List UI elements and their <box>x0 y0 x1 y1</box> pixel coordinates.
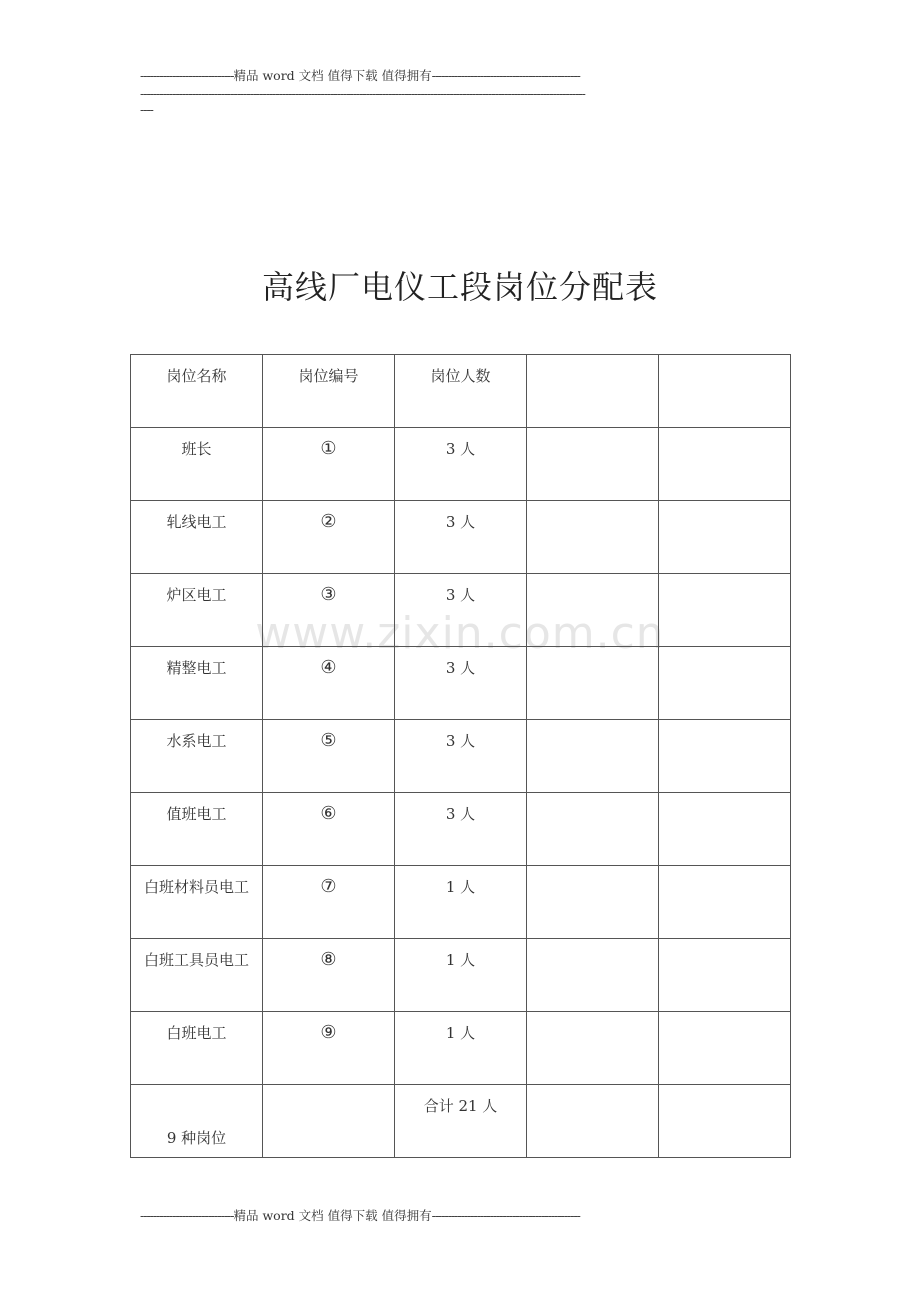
post-count-cell: 1 人 <box>395 939 527 1012</box>
post-number-cell: ⑧ <box>263 939 395 1012</box>
footer-dashes-right: ---------------------------------------------- <box>431 1208 580 1223</box>
empty-cell <box>659 647 791 720</box>
table-row <box>131 428 791 501</box>
empty-cell <box>659 866 791 939</box>
table-total-row <box>131 1085 791 1158</box>
empty-cell <box>527 939 659 1012</box>
post-count-cell: 1 人 <box>395 866 527 939</box>
header-cell-name: 岗位名称 <box>131 355 263 428</box>
post-name-cell: 水系电工 <box>131 720 263 793</box>
post-number-cell: ④ <box>263 647 395 720</box>
post-number-cell: ③ <box>263 574 395 647</box>
empty-cell <box>527 1085 659 1158</box>
table-header-row <box>131 355 791 428</box>
empty-cell <box>527 428 659 501</box>
post-number-cell: ⑨ <box>263 1012 395 1085</box>
empty-cell <box>527 501 659 574</box>
empty-cell <box>659 501 791 574</box>
total-count-cell: 合计 21 人 <box>395 1085 527 1158</box>
empty-cell <box>659 793 791 866</box>
header-cell-blank <box>659 355 791 428</box>
empty-cell <box>659 1085 791 1158</box>
empty-cell <box>659 1012 791 1085</box>
total-kinds-cell: 9 种岗位 <box>131 1085 263 1158</box>
post-name-cell: 白班工具员电工 <box>131 939 263 1012</box>
empty-cell <box>527 720 659 793</box>
post-count-cell: 1 人 <box>395 1012 527 1085</box>
empty-cell <box>527 866 659 939</box>
empty-cell <box>659 574 791 647</box>
post-name-cell: 精整电工 <box>131 647 263 720</box>
post-count-cell: 3 人 <box>395 720 527 793</box>
post-name-cell: 炉区电工 <box>131 574 263 647</box>
post-name-cell: 班长 <box>131 428 263 501</box>
post-count-cell: 3 人 <box>395 574 527 647</box>
post-number-cell: ⑤ <box>263 720 395 793</box>
post-name-cell: 轧线电工 <box>131 501 263 574</box>
empty-cell <box>527 793 659 866</box>
table-row <box>131 1012 791 1085</box>
header-dashes-right: ---------------------------------------------- <box>431 68 580 83</box>
empty-cell <box>527 1012 659 1085</box>
table-row <box>131 647 791 720</box>
page-header <box>140 68 580 84</box>
header-cell-count: 岗位人数 <box>395 355 527 428</box>
footer-dashes-left: ----------------------------- <box>140 1208 234 1223</box>
post-count-cell: 3 人 <box>395 428 527 501</box>
table-row <box>131 574 791 647</box>
table-row <box>131 866 791 939</box>
header-rule-tail: ---- <box>140 102 153 117</box>
empty-cell <box>659 720 791 793</box>
header-rule: ------------------------------------------------------------------------------------------------------------------------------------------ <box>140 86 585 101</box>
header-text: 精品 word 文档 值得下载 值得拥有 <box>233 68 432 83</box>
header-cell-blank <box>527 355 659 428</box>
post-count-cell: 3 人 <box>395 647 527 720</box>
post-name-cell: 值班电工 <box>131 793 263 866</box>
empty-cell <box>527 574 659 647</box>
watermark: www.zixin.com.cn <box>255 608 665 659</box>
empty-cell <box>527 647 659 720</box>
post-count-cell: 3 人 <box>395 501 527 574</box>
empty-cell <box>659 939 791 1012</box>
table-row <box>131 793 791 866</box>
post-number-cell: ② <box>263 501 395 574</box>
post-number-cell: ① <box>263 428 395 501</box>
table-row <box>131 720 791 793</box>
post-number-cell: ⑦ <box>263 866 395 939</box>
table-row <box>131 501 791 574</box>
post-name-cell: 白班电工 <box>131 1012 263 1085</box>
empty-cell <box>263 1085 395 1158</box>
footer-text: 精品 word 文档 值得下载 值得拥有 <box>233 1208 432 1223</box>
post-allocation-table <box>130 354 791 1158</box>
post-name-cell: 白班材料员电工 <box>131 866 263 939</box>
empty-cell <box>659 428 791 501</box>
table-row <box>131 939 791 1012</box>
header-cell-number: 岗位编号 <box>263 355 395 428</box>
post-number-cell: ⑥ <box>263 793 395 866</box>
document-title: 高线厂电仪工段岗位分配表 <box>261 268 658 306</box>
header-dashes-left: ----------------------------- <box>140 68 234 83</box>
post-count-cell: 3 人 <box>395 793 527 866</box>
page-footer <box>140 1208 580 1224</box>
